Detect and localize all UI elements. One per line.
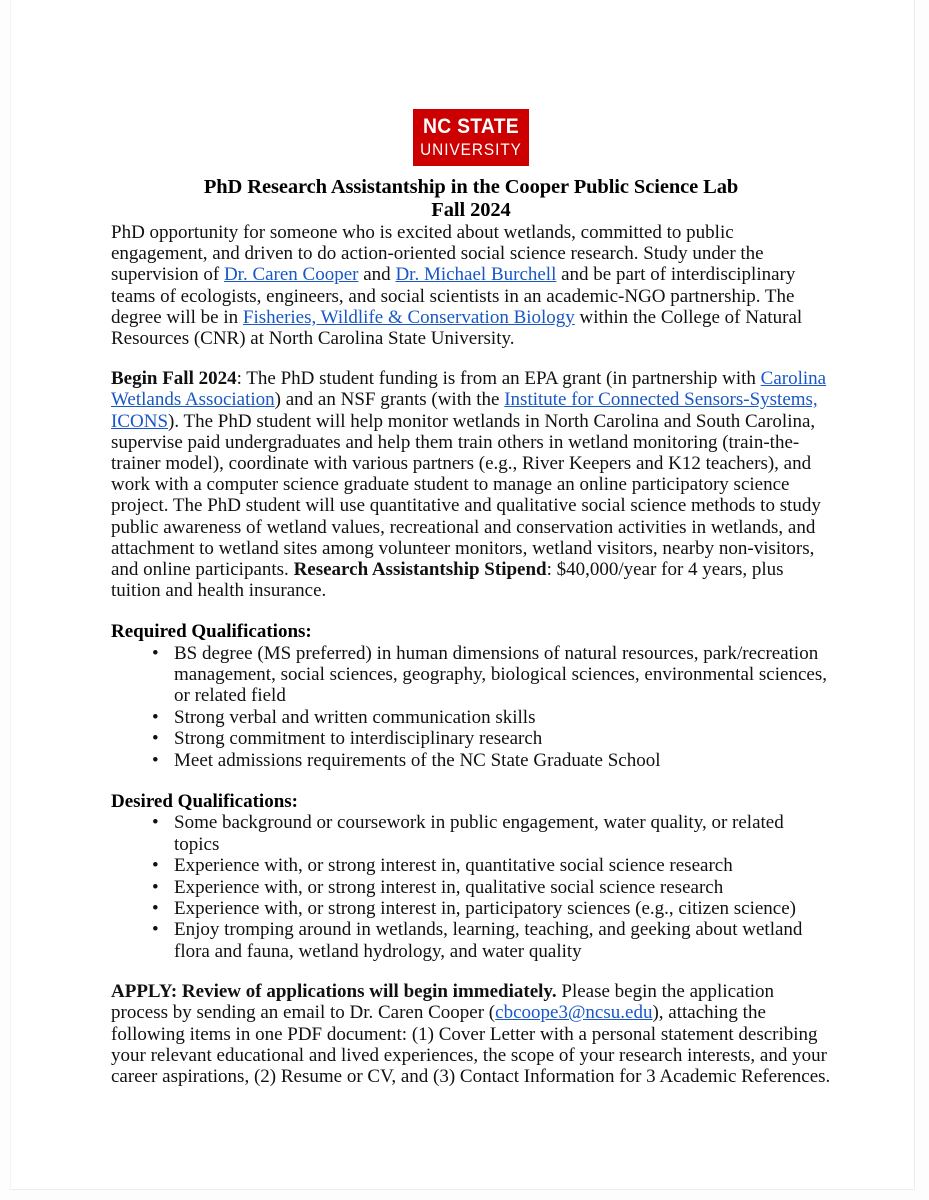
document-body xyxy=(111,0,831,1087)
list-item xyxy=(111,812,831,855)
list-item-text: Experience with, or strong interest in, qualitative social science research xyxy=(174,876,724,898)
bullet-icon: • xyxy=(152,728,159,750)
link-dr-caren-cooper[interactable]: Dr. Caren Cooper xyxy=(223,264,359,286)
list-item xyxy=(111,728,831,749)
list-item xyxy=(111,898,831,919)
required-qualifications-list xyxy=(111,643,831,771)
desired-qualifications-heading: Desired Qualifications: xyxy=(111,791,299,813)
bullet-icon: • xyxy=(152,876,159,898)
funding-text-2: ) and an NSF grants (with the xyxy=(274,389,505,411)
list-item-text: Some background or coursework in public engagement, water quality, or related topics xyxy=(174,812,784,855)
bullet-icon: • xyxy=(152,897,159,919)
list-item xyxy=(111,919,831,962)
list-item-text: Experience with, or strong interest in, quantitative social science research xyxy=(174,855,733,877)
intro-text-4: within the College of Natural Resources (CNR) at North Carolina State University. xyxy=(111,306,803,350)
bullet-icon: • xyxy=(152,812,159,834)
apply-paragraph xyxy=(111,981,831,1087)
page-title-line-2: Fall 2024 xyxy=(431,199,511,221)
logo-container xyxy=(111,0,831,166)
bullet-icon: • xyxy=(152,706,159,728)
funding-text-1: : The PhD student funding is from an EPA grant (in partnership with xyxy=(236,368,761,390)
list-item-text: Enjoy tromping around in wetlands, learning, teaching, and geeking about wetland flora and fauna, wetland hydrology, and water quality xyxy=(174,919,803,962)
logo-primary-text: NC STATE xyxy=(423,115,519,138)
page-title xyxy=(111,176,831,222)
apply-label: APPLY: Review of applications will begin immediately. xyxy=(111,981,557,1003)
link-email-cbcoope3[interactable]: cbcoope3@ncsu.edu xyxy=(495,1002,653,1024)
list-item xyxy=(111,877,831,898)
intro-text-2: and xyxy=(358,264,396,286)
link-fisheries-wildlife-conservation-biology[interactable]: Fisheries, Wildlife & Conservation Biology xyxy=(242,306,575,328)
required-qualifications-heading: Required Qualifications: xyxy=(111,621,312,643)
list-item xyxy=(111,707,831,728)
bullet-icon: • xyxy=(152,749,159,771)
list-item-text: Strong commitment to interdisciplinary research xyxy=(174,728,543,750)
list-item-text: Experience with, or strong interest in, participatory sciences (e.g., citizen science) xyxy=(174,897,796,919)
list-item-text: Meet admissions requirements of the NC State Graduate School xyxy=(174,749,661,771)
page-title-line-1: PhD Research Assistantship in the Cooper Public Science Lab xyxy=(203,176,739,198)
stipend-label: Research Assistantship Stipend xyxy=(293,559,547,581)
funding-paragraph xyxy=(111,368,831,601)
intro-paragraph xyxy=(111,222,831,349)
nc-state-university-logo xyxy=(413,109,529,166)
bullet-icon: • xyxy=(152,855,159,877)
list-item-text: Strong verbal and written communication skills xyxy=(174,706,536,728)
document-page xyxy=(10,0,915,1190)
list-item xyxy=(111,750,831,771)
desired-qualifications-list xyxy=(111,812,831,962)
intro-text-3: and be part of interdisciplinary teams of ecologists, engineers, and social scientists in an academic-NGO partnership. The degree will be in xyxy=(111,264,796,328)
link-institute-for-connected-sensors-systems[interactable]: Institute for Connected Sensors-Systems, ICONS xyxy=(111,389,818,432)
intro-text-1: PhD opportunity for someone who is excited about wetlands, committed to public engagement, and driven to do action-oriented social science research. Study under the supervision of xyxy=(111,222,764,286)
list-item xyxy=(111,855,831,876)
apply-text-1: Please begin the application process by sending an email to Dr. Caren Cooper ( xyxy=(111,981,775,1024)
apply-text-2: ), attaching the following items in one PDF document: (1) Cover Letter with a personal statement describing your relevant educational and lived experiences, the scope of your research interests, and your career aspirations, (2) Resume or CV, and (3) Contact Information for 3 Academic References. xyxy=(111,1002,831,1087)
list-item-text: BS degree (MS preferred) in human dimensions of natural resources, park/recreation management, social sciences, geography, biological sciences, environmental sciences, or related field xyxy=(174,642,827,707)
begin-fall-label: Begin Fall 2024 xyxy=(111,368,237,390)
funding-text-3: ). The PhD student will help monitor wetlands in North Carolina and South Carolina, supervise paid undergraduates and help them train others in wetland monitoring (train-the-trainer model), coordinate with various partners (e.g., River Keepers and K12 teachers), and work with a computer science graduate student to manage an online participatory science project. The PhD student will use quantitative and qualitative social science methods to study public awareness of wetland values, recreational and conservation activities in wetlands, and attachment to wetland sites among volunteer monitors, wetland visitors, nearby non-visitors, and online participants. xyxy=(111,410,821,581)
link-carolina-wetlands-association[interactable]: Carolina Wetlands Association xyxy=(111,368,827,411)
bullet-icon: • xyxy=(152,642,159,664)
bullet-icon: • xyxy=(152,919,159,941)
stipend-value: : $40,000/year for 4 years, plus tuition and health insurance. xyxy=(111,559,784,602)
list-item xyxy=(111,643,831,707)
link-dr-michael-burchell[interactable]: Dr. Michael Burchell xyxy=(395,264,557,286)
logo-secondary-text: UNIVERSITY xyxy=(420,140,522,159)
